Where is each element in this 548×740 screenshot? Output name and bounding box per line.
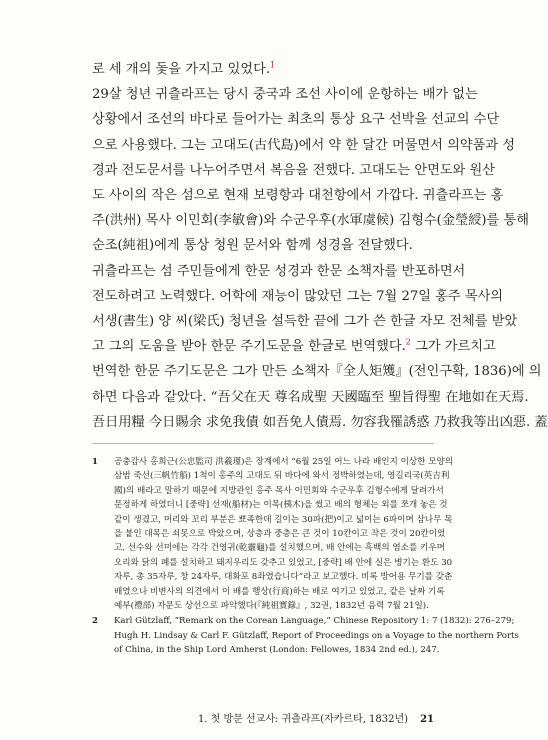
body-line-text: 하면 다음과 같았다. “吾父在天 尊名成聖 天國臨至 聖旨得聖 在地如在天焉.: [92, 389, 529, 405]
footnote-line: Karl Gützlaff, “Remark on the Corean Language,” Chinese Repository 1: 7 (1832): 276–279;: [114, 616, 515, 627]
body-line: [92, 57, 434, 82]
body-line-text: 주(洪州) 목사 이민회(李敏會)와 수군우후(水軍虞候) 김형수(金瑩綬)를 통해: [92, 213, 529, 229]
body-line-text: 전도하려고 노력했다. 어학에 재능이 많았던 그는 7월 27일 홍주 목사의: [92, 288, 504, 304]
body-text: [92, 57, 548, 435]
footnote-line: 을 붙인 대목은 쇠못으로 박았으며, 상층과 중층은 큰 것이 10칸이고 작은 것이 20칸이었: [114, 529, 446, 540]
body-line-text: 그가 가르치고: [410, 339, 496, 355]
body-line: [92, 82, 478, 107]
footnotes: [92, 455, 519, 658]
body-line: [92, 133, 515, 158]
footnote-ref[interactable]: 1: [270, 60, 276, 70]
body-line: [92, 259, 466, 284]
body-line: [92, 309, 518, 334]
footnote-line: of China, in the Ship Lord Amherst (London: Fellowes, 1834 2nd ed.), 247.: [114, 645, 440, 656]
body-line-text: 상황에서 조선의 바다로 들어가는 최초의 통상 요구 선박을 선교의 수단: [92, 112, 500, 128]
body-line-text: 으로 사용했다. 그는 고대도(古代島)에서 약 한 달간 머물면서 의약품과 성: [92, 137, 515, 153]
body-line-text: 吾日用糧 今日賜余 求免我債 如吾免人債焉. 勿容我罹誘惑 乃救我等出凶惡. 蓋: [92, 414, 548, 430]
footnote: [92, 614, 519, 657]
body-line: [92, 359, 542, 384]
footnote-number: 2: [92, 616, 98, 627]
body-line: [92, 334, 496, 359]
body-line: [92, 284, 504, 309]
footnote-line: 배였으나 비변사의 의견에서 이 배를 행상(行商)하는 배로 여기고 있었고, 같은 날짜 기록: [114, 586, 445, 597]
footnote-line: 고, 선수와 선미에는 각각 건영귀(乾靈龜)를 설치했으며, 배 안에는 흑백의 염소를 키우며: [114, 543, 445, 554]
footnote-divider: [92, 443, 434, 444]
body-line: [92, 107, 500, 132]
body-line: [92, 158, 495, 183]
body-line: [92, 183, 504, 208]
page-number: 21: [420, 714, 434, 725]
footnote-line: 자루, 총 35자루, 창 24자루, 대화포 8좌였습니다”라고 보고했다. 비록 방어용 무기를 갖춘: [114, 572, 453, 583]
body-line-text: 도 사이의 작은 섬으로 현재 보령항과 대천항에서 가깝다. 귀츨라프는 홍: [92, 188, 504, 204]
footnote-line: Hugh H. Lindsay & Carl F. Gützlaff, Report of Proceedings on a Voyage to the northern Ports: [114, 630, 519, 641]
body-line-text: 경과 전도문서를 나누어주면서 복음을 전했다. 고대도는 안면도와 원산: [92, 162, 495, 178]
running-head: 1. 첫 방문 선교사: 귀츨라프(자카르타, 1832년): [197, 714, 409, 725]
body-line-text: 번역한 한문 주기도문은 그가 만든 소책자『全人矩矱』(전인구확, 1836)에 의: [92, 364, 542, 380]
body-line-text: 29살 청년 귀츨라프는 당시 중국과 조선 사이에 운항하는 배가 없는: [92, 87, 478, 103]
footnote-line: 오리와 닭의 폐를 설치하고 돼지우리도 갖추고 있었고, [중략] 배 안에 실은 병기는 환도 30: [114, 557, 453, 568]
footnote: [92, 455, 454, 613]
footnote-ref[interactable]: 2: [405, 337, 411, 347]
body-line: [92, 233, 434, 258]
footnote-line: 삼범 죽선(三帆竹船) 1척이 홍주의 고대도 뒤 바다에 와서 정박하였는데, 영길리국(英吉利: [114, 471, 450, 482]
body-line-text: 서생(書生) 양 씨(梁氏) 청년을 설득한 끝에 그가 쓴 한글 자모 전체를 받았: [92, 314, 518, 330]
body-line: [92, 208, 529, 233]
footnote-line: 예부(禮部) 자문도 상선으로 파악했다(『純祖實錄』, 32권, 1832년 음력 7월 21일).: [114, 601, 429, 612]
footnote-line: 國)의 배라고 말하기 때문에 지방관인 홍주 목사 이민회와 수군우후 김형수에게 달려가서: [114, 485, 444, 496]
footnote-line: 같이 생겼고, 머리와 꼬리 부분은 뾰족한데 길이는 30파(把)이고 넓이는 6파이며 삼나무 목: [114, 514, 453, 525]
footnote-line: 공충감사 홍희근(公忠監司 洪羲瑾)은 장계에서 “6월 25일 어느 나라 배인지 이상한 모양의: [114, 457, 454, 467]
body-line-text: 고 그의 도움을 받아 한문 주기도문을 한글로 번역했다.: [92, 339, 406, 355]
body-line-text: 로 세 개의 돛을 가지고 있었다.: [92, 62, 271, 77]
footnote-number: 1: [92, 457, 98, 467]
body-line: [92, 410, 548, 435]
footnote-line: 문정하게 하였더니 [중략] 선재(船材)는 이목(桋木)을 썼고 배의 형체는 외를 쪼개 놓은 것: [114, 500, 448, 511]
body-line-text: 귀츨라프는 섬 주민들에게 한문 성경과 한문 소책자를 반포하면서: [92, 263, 466, 279]
body-line-text: 순조(純祖)에게 통상 청원 문서와 함께 성경을 전달했다.: [92, 238, 413, 254]
page-footer: [92, 710, 434, 725]
body-line: [92, 385, 529, 410]
